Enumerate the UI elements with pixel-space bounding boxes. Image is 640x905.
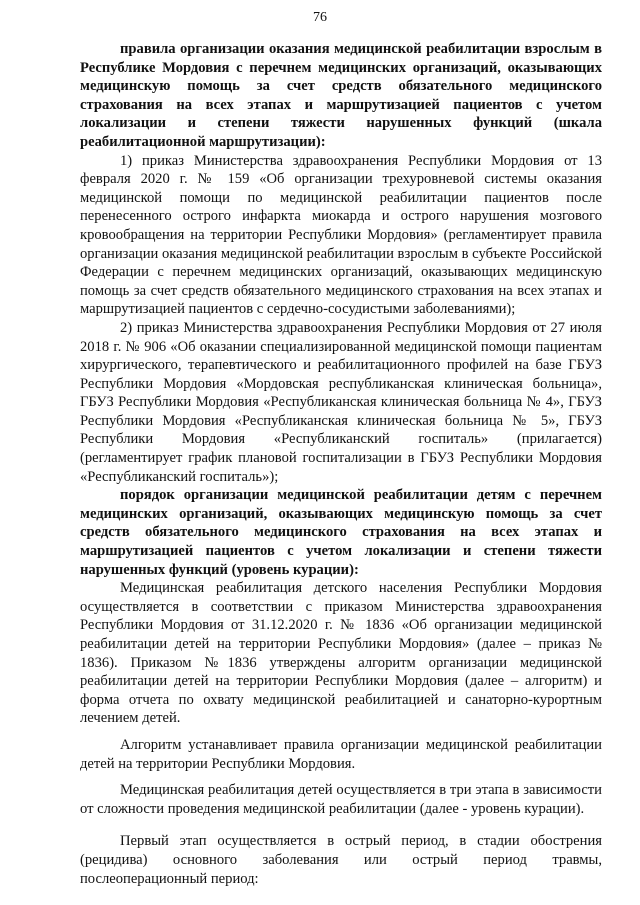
paragraph-order-1836: Медицинская реабилитация детского населения Республики Мордовия осуществляется в соответствии с приказом Министерства здравоохранения Республики Мордовия от 31.12.2020 г. № 1836 «Об организации медицинской реабилитации детей на территории Республики Мордовия» (далее – приказ № 1836). Приказом №1836 утверждены алгоритм организации медицинской реабилитации детей на территории Республики Мордовия (далее – алгоритм) и форма отчета по охвату медицинской реабилитацией и санаторно-курортным лечением детей. <box>80 580 602 727</box>
section-heading-child-rehabilitation: порядок организации медицинской реабилитации детям с перечнем медицинских организаций, оказывающих медицинскую помощь за счет средств обязательного медицинского страхования на всех этапах и маршрутизацией пациентов с учетом локализации и степени тяжести нарушенных функций (уровень курации): <box>80 487 602 578</box>
paragraph-first-stage: Первый этап осуществляется в острый период, в стадии обострения (рецидива) основного заболевания или острый период травмы, послеоперационный период: <box>80 833 602 887</box>
paragraph-algorithm: Алгоритм устанавливает правила организации медицинской реабилитации детей на территории Республики Мордовия. <box>80 736 602 772</box>
section-heading-adult-rehabilitation: правила организации оказания медицинской реабилитации взрослым в Республике Мордовия с перечнем медицинских организаций, оказывающих медицинскую помощь за счет средств обязательного медицинского страхования на всех этапах и маршрутизацией пациентов с учетом локализации и степени тяжести нарушенных функций (шкала реабилитационной маршрутизации): <box>80 41 602 150</box>
paragraph-order-906: 2) приказ Министерства здравоохранения Республики Мордовия от 27 июля 2018 г. № 906 «Об оказании специализированной медицинской помощи пациентам хирургического, терапевтического и реабилитационного профилей на базе ГБУЗ Республики Мордовия «Мордовская республиканская клиническая больница», ГБУЗ Республики Мордовия «Республиканская клиническая больница № 4», ГБУЗ Республики Мордовия «Республиканская клиническая больница № 5», ГБУЗ Республики Мордовия «Республиканский госпиталь» (прилагается) (регламентирует график плановой госпитализации в ГБУЗ Республики Мордовия «Республиканский госпиталь»); <box>80 319 602 485</box>
paragraph-order-159: 1) приказ Министерства здравоохранения Республики Мордовия от 13 февраля 2020 г. № 159 «Об организации трехуровневой системы оказания медицинской помощи по медицинской реабилитации пациентов после перенесенного острого инфаркта миокарда и острого нарушения мозгового кровообращения на территории Республики Мордовия» (регламентирует правила организации оказания медицинской реабилитации взрослым в субъекте Российской Федерации с перечнем медицинских организаций, оказывающих медицинскую помощь за счет средств обязательного медицинского страхования на всех этапах и маршрутизацией пациентов с сердечно-сосудистыми заболеваниями); <box>80 152 602 318</box>
page-number: 76 <box>313 10 327 25</box>
document-body <box>80 40 602 888</box>
paragraph-three-stages: Медицинская реабилитация детей осуществляется в три этапа в зависимости от сложности проведения медицинской реабилитации (далее - уровень курации). <box>80 782 602 817</box>
